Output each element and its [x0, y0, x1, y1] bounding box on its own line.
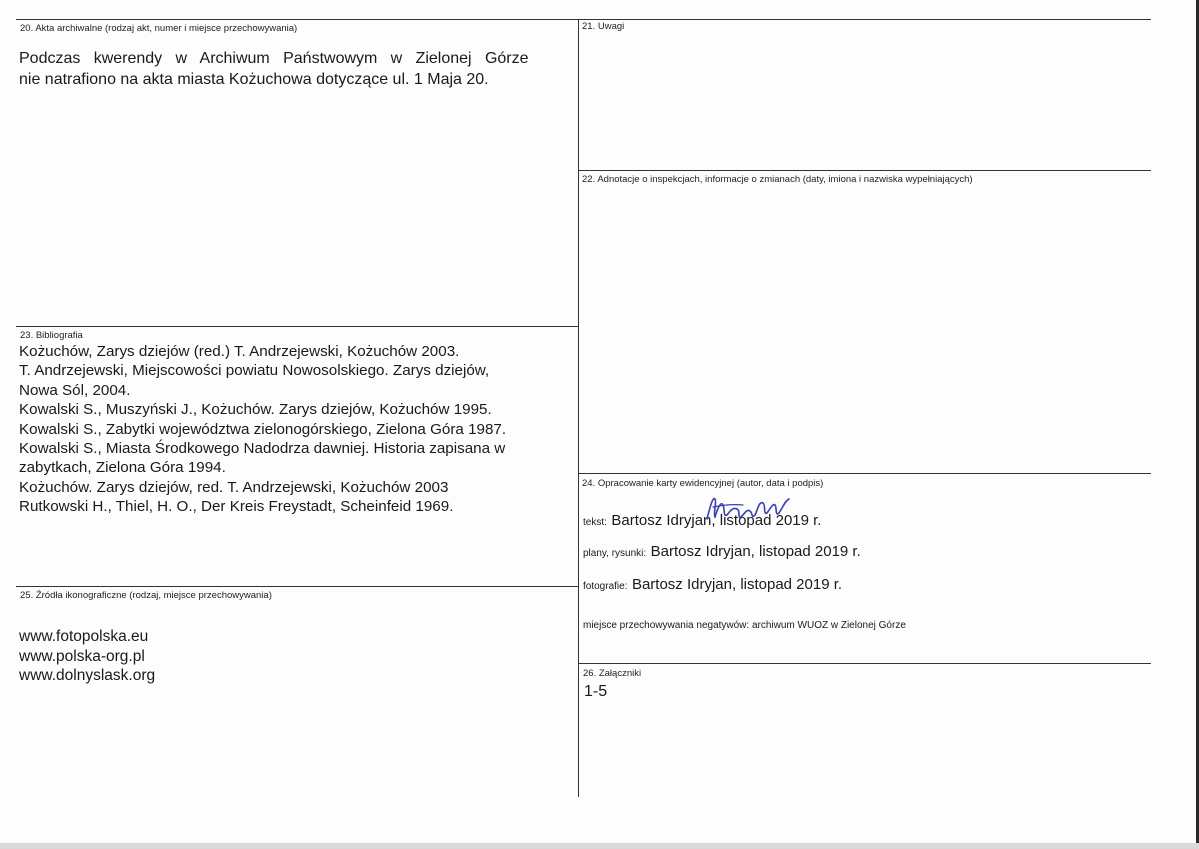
section-23-bibliography — [19, 342, 506, 517]
rule-24-26 — [578, 663, 1151, 664]
section-24-label: 24. Opracowanie karty ewidencyjnej (autor, data i podpis) — [582, 478, 824, 489]
section-25-label: 25. Źródła ikonograficzne (rodzaj, miejsce przechowywania) — [20, 590, 272, 601]
section-23-label: 23. Bibliografia — [20, 330, 83, 341]
fotografie-row — [583, 576, 842, 594]
section-25-sources — [19, 627, 155, 686]
bibliography-entry: T. Andrzejewski, Miejscowości powiatu Nowosolskiego. Zarys dziejów, — [19, 362, 490, 380]
bibliography-entry: Kowalski S., Muszyński J., Kożuchów. Zarys dziejów, Kożuchów 1995. — [19, 401, 492, 419]
rule-21-22 — [578, 170, 1151, 171]
section-20-label: 20. Akta archiwalne (rodzaj akt, numer i miejsce przechowywania) — [20, 23, 298, 34]
section-21-label: 21. Uwagi — [582, 21, 625, 32]
bibliography-entry: Rutkowski H., Thiel, H. O., Der Kreis Freystadt, Scheinfeid 1969. — [19, 498, 454, 516]
bibliography-entry: Kożuchów, Zarys dziejów (red.) T. Andrzejewski, Kożuchów 2003. — [19, 343, 460, 360]
source-link: www.polska-org.pl — [19, 647, 145, 665]
bibliography-entry: Kożuchów. Zarys dziejów, red. T. Andrzejewski, Kożuchów 2003 — [19, 478, 449, 496]
rule-vertical-center — [578, 19, 579, 797]
section-26-value: 1-5 — [584, 683, 608, 700]
bibliography-entry: zabytkach, Zielona Góra 1994. — [19, 459, 226, 477]
bibliography-entry: Kowalski S., Zabytki województwa zielonogórskiego, Zielona Góra 1987. — [19, 420, 507, 438]
scan-edge-bottom — [0, 843, 1199, 849]
section-20-line: Podczas kwerendy w Archiwum Państwowym w Zielonej Górze — [19, 50, 529, 67]
section-22-label: 22. Adnotacje o inspekcjach, informacje o zmianach (daty, imiona i nazwiska wypełniających) — [582, 174, 973, 185]
section-20-line: nie natrafiono na akta miasta Kożuchowa dotyczące ul. 1 Maja 20. — [19, 71, 489, 88]
fotografie-value: Bartosz Idryjan, listopad 2019 r. — [631, 576, 843, 593]
rule-20-23 — [16, 326, 578, 327]
negatywy-text: miejsce przechowywania negatywów: archiwum WUOZ w Zielonej Górze — [583, 620, 906, 631]
bibliography-entry: Nowa Sól, 2004. — [19, 381, 131, 399]
section-26-label: 26. Załączniki — [583, 668, 642, 679]
plany-row — [583, 543, 861, 561]
section-20-text — [19, 48, 575, 90]
negatywy-row — [583, 615, 906, 633]
rule-23-25 — [16, 586, 578, 587]
tekst-label: tekst: — [583, 517, 607, 528]
plany-value: Bartosz Idryjan, listopad 2019 r. — [650, 543, 861, 560]
source-link: www.dolnyslask.org — [19, 667, 156, 684]
rule-top — [16, 19, 1151, 20]
rule-22-24 — [578, 473, 1151, 474]
handwritten-signature — [703, 493, 795, 527]
tekst-value: Bartosz Idryjan, listopad 2019 r. — [611, 512, 822, 529]
source-link: www.fotopolska.eu — [19, 628, 149, 645]
fotografie-label: fotografie: — [583, 581, 628, 592]
bibliography-entry: Kowalski S., Miasta Środkowego Nadodrza dawniej. Historia zapisana w — [19, 440, 506, 458]
plany-label: plany, rysunki: — [583, 548, 647, 559]
